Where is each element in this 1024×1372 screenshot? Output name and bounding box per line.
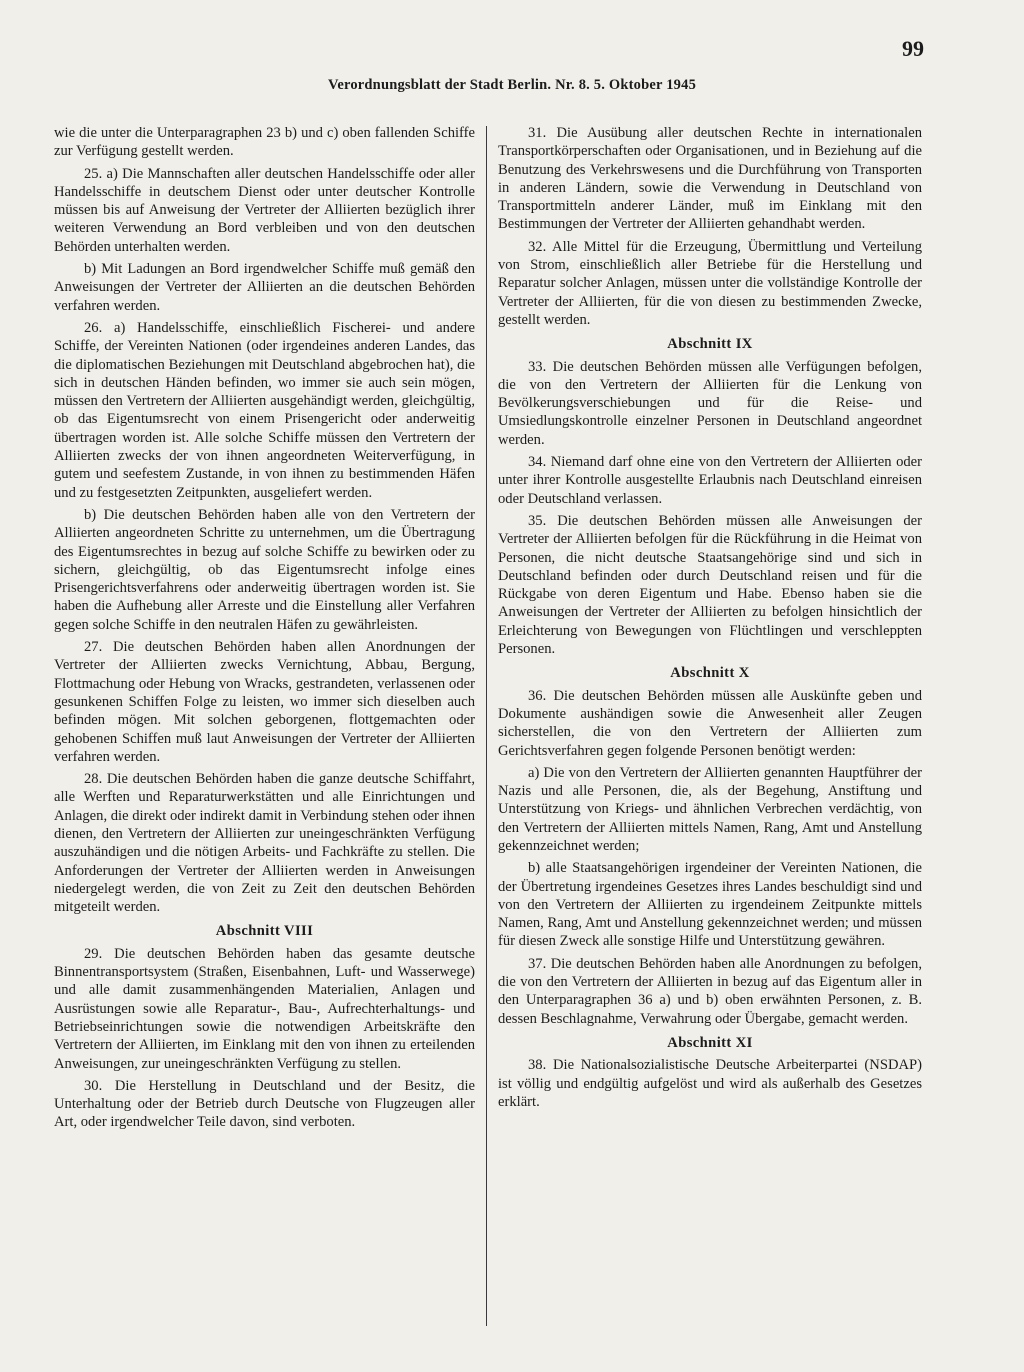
- section-heading-ix: Abschnitt IX: [667, 336, 753, 353]
- right-column: [498, 124, 922, 1115]
- paragraph-26a: 26. a) Handelsschiffe, einschließlich Fischerei- und andere Schiffe, der Vereinten Nationen (oder irgendeines anderen Landes, das die diplomatischen Beziehungen mit Deutschland abgebrochen hat), die sich in deutschen Händen befinden, wo immer sie auch sein mögen, müssen den Vertretern der Alliierten ausgehändigt werden, gleichgültig, ob das Eigentumsrecht von einem Prisengericht oder anderweitig übertragen worden ist. Alle solche Schiffe müssen den Vertretern der Alliierten zwecks der von ihnen angeordneten Weiterverfügung, in gutem und seefestem Zustande, in von ihnen zu bestimmenden Häfen und zu festgesetzten Zeitpunkten, ausgeliefert werden.: [54, 319, 475, 501]
- column-divider: [486, 126, 487, 1326]
- paragraph-36a: a) Die von den Vertretern der Alliierten genannten Hauptführer der Nazis und alle Personen, die, als der Begehung, Anstiftung und Unterstützung von Kriegs- und ähnlichen Verbrechen verdächtig, von den Vertretern der Alliierten mittels Namen, Rang, Amt und Anstellung gekennzeichnet werden;: [498, 764, 922, 854]
- paragraph-30: 30. Die Herstellung in Deutschland und der Besitz, die Unterhaltung oder der Betrieb durch Deutsche von Flugzeugen aller Art, oder irgendwelcher Teile davon, sind verboten.: [54, 1077, 475, 1131]
- section-heading-viii: Abschnitt VIII: [215, 923, 314, 940]
- paragraph-35: 35. Die deutschen Behörden müssen alle Anweisungen der Vertreter der Alliierten befolgen für die Rückführung in die Heimat von Personen, die nicht deutsche Staatsangehörige sind und sich in Deutschland befinden oder durch Deutschland reisen und für die Rückgabe von deren Eigentum und Habe. Ebenso haben sie die Anweisungen der Vertreter der Alliierten zu befolgen hinsichtlich der Erleichterung von Bewegungen von Flüchtlingen und verschleppten Personen.: [498, 512, 922, 658]
- paragraph-31: 31. Die Ausübung aller deutschen Rechte in internationalen Transportkörperschaften oder Organisationen, und in Beziehung auf die Benutzung des Verkehrswesens und die Durchführung von Transporten in anderen Ländern, sowie die Verwendung in Deutschland von Transportmitteln anderer Länder, muß im Einklang mit den Bestimmungen der Vertreter der Alliierten gehandhabt werden.: [498, 125, 922, 233]
- paragraph-25b: b) Mit Ladungen an Bord irgendwelcher Schiffe muß gemäß den Anweisungen der Vertreter der Alliierten an die deutschen Behörden verfahren werden.: [54, 261, 475, 314]
- paragraph-26b: b) Die deutschen Behörden haben alle von den Vertretern der Alliierten angeordneten Schritte zu unternehmen, um die Übertragung des Eigentumsrechtes in bezug auf solche Schiffe zu bewirken oder zu sichern, gleichgültig, ob das Eigentumsrecht infolge eines Prisengerichtsverfahrens oder anderweitig übertragen worden ist. Sie haben die Aufhebung aller Arreste und die Einstellung aller Verfahren gegen solche Schiffe in den neutralen Häfen zu gewährleisten.: [54, 506, 475, 633]
- paragraph-36b: b) alle Staatsangehörigen irgendeiner der Vereinten Nationen, die der Übertretung irgendeines Gesetzes ihres Landes beschuldigt sind und von den Vertretern der Alliierten zu irgendeinem Zeitpunkte mittels Namen, Rang, Amt und Anstellung gekennzeichnet werden; und müssen für diesen Zweck alle sonstige Hilfe und Unterstützung gewähren.: [498, 860, 922, 950]
- page-header: Verordnungsblatt der Stadt Berlin. Nr. 8. 5. Oktober 1945: [327, 77, 697, 93]
- paragraph-27: 27. Die deutschen Behörden haben allen Anordnungen der Vertreter der Alliierten zwecks Vernichtung, Abbau, Bergung, Flottmachung oder Hebung von Wracks, gestrandeten, verlassenen oder gesunkenen Schiffen Folge zu leisten, wo immer sich dieselben auch befinden mögen. Mit solchen geborgenen, flottgemachten oder gehobenen Schiffen muß laut Anweisungen der Vertreter der Alliierten verfahren werden.: [54, 639, 475, 765]
- section-heading-xi: Abschnitt XI: [667, 1034, 753, 1051]
- paragraph-25a: 25. a) Die Mannschaften aller deutschen Handelsschiffe oder aller Handelsschiffe in deutschem Dienst oder unter deutscher Kontrolle müssen bis auf Anweisung der Vertreter der Alliierten bezüglich ihrer weiteren Verwendung an Bord verbleiben und von den deutschen Behörden unterhalten werden.: [54, 165, 475, 255]
- paragraph-34: 34. Niemand darf ohne eine von den Vertretern der Alliierten oder unter ihrer Kontrolle ausgestellte Erlaubnis nach Deutschland einreisen oder Deutschland verlassen.: [498, 454, 922, 507]
- left-column: [54, 124, 475, 1136]
- page-number: 99: [902, 36, 924, 61]
- paragraph-continuation: wie die unter die Unterparagraphen 23 b) und c) oben fallenden Schiffe zur Verfügung gestellt werden.: [54, 125, 475, 160]
- paragraph-38: 38. Die Nationalsozialistische Deutsche Arbeiterpartei (NSDAP) ist völlig und endgültig aufgelöst und wird als außerhalb des Gesetzes erklärt.: [498, 1057, 922, 1110]
- paragraph-28: 28. Die deutschen Behörden haben die ganze deutsche Schiffahrt, alle Werften und Reparaturwerkstätten und alle Einrichtungen und Anlagen, die direkt oder indirekt damit in Verbindung stehen oder ihnen dienen, den Vertretern der Alliierten zur uneingeschränkten Verfügung auszuhändigen und die nötigen Arbeits- und Fachkräfte zu stellen. Die Anforderungen der Vertreter der Alliierten werden in Anweisungen niedergelegt werden, die von Zeit zu Zeit den deutschen Behörden mitgeteilt werden.: [54, 771, 475, 916]
- paragraph-29: 29. Die deutschen Behörden haben das gesamte deutsche Binnentransportsystem (Straßen, Eisenbahnen, Luft- und Wasserwege) und alle damit zusammenhängenden Materialien, Anlagen und Ausrüstungen sowie alle Reparatur-, Bau-, Aufrechterhaltungs- und Betriebseinrichtungen sowie die notwendigen Arbeitskräfte den Vertretern der Alliierten, im Einklang mit den von ihnen zu erteilenden Anweisungen, zur uneingeschränkten Verfügung zu stellen.: [54, 945, 475, 1072]
- paragraph-37: 37. Die deutschen Behörden haben alle Anordnungen zu befolgen, die von den Vertretern der Alliierten in bezug auf das Eigentum aller in den Unterparagraphen 36 a) und b) oben erwähnten Personen, z. B. dessen Beschlagnahme, Verwahrung oder Übergabe, gemacht werden.: [498, 955, 922, 1027]
- paragraph-32: 32. Alle Mittel für die Erzeugung, Übermittlung und Verteilung von Strom, einschließlich aller Betriebe für die Herstellung und Reparatur solcher Anlagen, müssen unter die vollständige Kontrolle der Vertreter der Alliierten, für die von diesen zu bestimmenden Zwecke, gestellt werden.: [498, 238, 922, 328]
- paragraph-33: 33. Die deutschen Behörden müssen alle Verfügungen befolgen, die von den Vertretern der Alliierten für die Lenkung von Bevölkerungsverschiebungen und für die Reise- und Umsiedlungskontrolle einzelner Personen in Deutschland angeordnet werden.: [498, 358, 922, 448]
- paragraph-36: 36. Die deutschen Behörden müssen alle Auskünfte geben und Dokumente aushändigen sowie die Anwesenheit aller Zeugen sicherstellen, die von den Vertretern der Alliierten zum Gerichtsverfahren gegen folgende Personen benötigt werden:: [498, 687, 922, 759]
- section-heading-x: Abschnitt X: [670, 665, 750, 682]
